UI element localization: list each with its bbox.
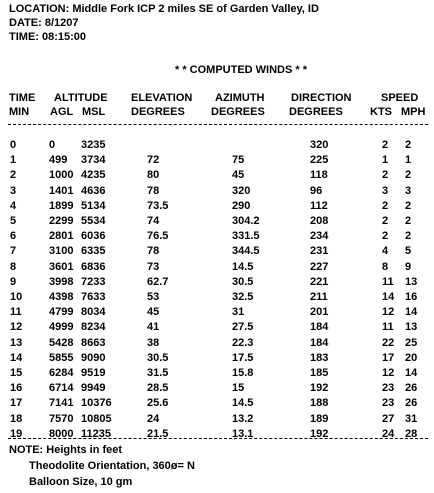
cell-msl: 6836	[81, 260, 106, 273]
cell-az: 331.5	[232, 230, 260, 243]
cell-kts: 12	[382, 306, 395, 319]
cell-agl: 5428	[49, 336, 74, 349]
cell-msl: 7633	[81, 291, 106, 303]
col-msl: MSL	[82, 106, 106, 118]
cell-az: 13.1	[232, 427, 254, 440]
cell-kts: 11	[382, 321, 394, 334]
cell-kts: 2	[382, 139, 389, 151]
cell-min: 3	[10, 184, 17, 197]
cell-msl: 7233	[81, 275, 106, 288]
cell-az: 304.2	[232, 215, 260, 227]
cell-mph: 5	[405, 245, 412, 258]
cell-dir: 183	[310, 351, 329, 364]
cell-min: 7	[10, 245, 17, 258]
cell-mph: 26	[405, 382, 418, 395]
cell-msl: 8034	[81, 306, 106, 319]
cell-dir: 118	[310, 169, 328, 182]
cell-elev: 74	[147, 215, 160, 227]
cell-msl: 9519	[81, 367, 106, 379]
cell-min: 15	[10, 367, 23, 379]
cell-agl: 1401	[49, 184, 74, 197]
cell-msl: 6036	[81, 230, 106, 243]
col-kts: KTS	[370, 106, 392, 118]
cell-min: 13	[10, 336, 23, 349]
cell-mph: 14	[405, 306, 418, 319]
cell-kts: 3	[382, 184, 389, 197]
cell-az: 31	[232, 306, 245, 319]
cell-agl: 0	[49, 139, 56, 151]
cell-kts: 14	[382, 291, 395, 303]
cell-elev: 72	[147, 154, 160, 167]
cell-msl: 5534	[81, 215, 106, 227]
cell-min: 9	[10, 275, 17, 288]
col-altitude-top: ALTITUDE	[54, 92, 108, 104]
cell-az: 32.5	[232, 291, 254, 303]
cell-kts: 27	[382, 412, 395, 425]
cell-dir: 201	[310, 306, 329, 319]
note-title: NOTE: Heights in feet	[9, 444, 123, 456]
cell-elev: 62.7	[147, 275, 169, 288]
time-text: TIME: 08:15:00	[9, 31, 87, 43]
cell-dir: 227	[310, 260, 329, 273]
cell-dir: 112	[310, 199, 328, 212]
cell-mph: 14	[405, 367, 418, 379]
cell-kts: 23	[382, 382, 395, 395]
cell-az: 22.3	[232, 336, 254, 349]
cell-agl: 2299	[49, 215, 74, 227]
note-orientation: Theodolite Orientation, 360ø= N	[29, 460, 195, 472]
cell-agl: 7570	[49, 412, 74, 425]
cell-dir: 188	[310, 397, 329, 410]
cell-min: 14	[10, 351, 23, 364]
cell-elev: 21.5	[147, 427, 169, 440]
col-speed-top: SPEED	[381, 92, 419, 104]
cell-dir: 184	[310, 336, 329, 349]
note-balloon: Balloon Size, 10 gm	[29, 476, 133, 488]
cell-agl: 1000	[49, 169, 74, 182]
cell-agl: 2801	[49, 230, 74, 243]
cell-msl: 4235	[81, 169, 106, 182]
cell-agl: 4799	[49, 306, 74, 319]
cell-dir: 184	[310, 321, 329, 334]
cell-elev: 28.5	[147, 382, 169, 395]
cell-kts: 23	[382, 397, 395, 410]
cell-min: 5	[10, 215, 17, 227]
cell-msl: 9090	[81, 351, 106, 364]
cell-msl: 8234	[81, 321, 106, 334]
cell-az: 45	[232, 169, 245, 182]
cell-mph: 2	[405, 139, 412, 151]
cell-dir: 192	[310, 382, 329, 395]
cell-mph: 13	[405, 275, 418, 288]
cell-kts: 2	[382, 230, 389, 243]
cell-min: 11	[10, 306, 22, 319]
cell-mph: 2	[405, 230, 412, 243]
cell-dir: 189	[310, 412, 329, 425]
cell-dir: 192	[310, 427, 329, 440]
cell-elev: 73.5	[147, 199, 169, 212]
cell-elev: 30.5	[147, 351, 169, 364]
cell-kts: 1	[382, 154, 389, 167]
cell-agl: 5855	[49, 351, 74, 364]
cell-min: 1	[10, 154, 17, 167]
cell-mph: 13	[405, 321, 418, 334]
cell-min: 0	[10, 139, 17, 151]
cell-kts: 22	[382, 336, 395, 349]
cell-min: 8	[10, 260, 17, 273]
col-time-top: TIME	[9, 92, 36, 104]
cell-mph: 28	[405, 427, 418, 440]
cell-min: 19	[10, 427, 23, 440]
cell-agl: 6714	[49, 382, 74, 395]
cell-elev: 25.6	[147, 397, 169, 410]
cell-mph: 25	[405, 336, 418, 349]
cell-dir: 208	[310, 215, 329, 227]
cell-dir: 221	[310, 275, 329, 288]
cell-dir: 96	[310, 184, 323, 197]
cell-elev: 24	[147, 412, 160, 425]
cell-msl: 3734	[81, 154, 106, 167]
cell-mph: 3	[405, 184, 412, 197]
cell-elev: 53	[147, 291, 160, 303]
location-text: LOCATION: Middle Fork ICP 2 miles SE of Garden Valley, ID	[9, 3, 319, 15]
cell-mph: 26	[405, 397, 418, 410]
cell-dir: 211	[310, 291, 328, 303]
cell-az: 344.5	[232, 245, 260, 258]
cell-elev: 45	[147, 306, 160, 319]
cell-az: 17.5	[232, 351, 254, 364]
cell-kts: 17	[382, 351, 395, 364]
cell-mph: 1	[405, 154, 412, 167]
cell-az: 15	[232, 382, 245, 395]
cell-msl: 11235	[81, 427, 111, 440]
cell-elev: 31.5	[147, 367, 169, 379]
cell-mph: 9	[405, 260, 412, 273]
cell-dir: 320	[310, 139, 329, 151]
cell-min: 4	[10, 199, 17, 212]
cell-kts: 2	[382, 169, 389, 182]
cell-msl: 10805	[81, 412, 112, 425]
cell-msl: 4636	[81, 184, 106, 197]
cell-agl: 7141	[49, 397, 74, 410]
col-elevation-top: ELEVATION	[131, 92, 193, 104]
cell-agl: 6284	[49, 367, 74, 379]
cell-kts: 4	[382, 245, 389, 258]
cell-kts: 12	[382, 367, 395, 379]
col-agl: AGL	[50, 106, 74, 118]
cell-mph: 2	[405, 199, 412, 212]
cell-az: 14.5	[232, 397, 254, 410]
cell-min: 17	[10, 397, 23, 410]
cell-agl: 3998	[49, 275, 74, 288]
cell-dir: 185	[310, 367, 329, 379]
cell-kts: 2	[382, 215, 389, 227]
date-text: DATE: 8/1207	[9, 17, 79, 29]
cell-kts: 2	[382, 199, 389, 212]
header-divider	[8, 124, 428, 125]
cell-elev: 38	[147, 336, 160, 349]
cell-elev: 76.5	[147, 230, 169, 243]
cell-elev: 41	[147, 321, 160, 334]
cell-agl: 4999	[49, 321, 74, 334]
col-elevation-bottom: DEGREES	[131, 106, 185, 118]
cell-min: 2	[10, 169, 17, 182]
cell-dir: 234	[310, 230, 329, 243]
cell-mph: 2	[405, 215, 412, 227]
cell-msl: 10376	[81, 397, 112, 410]
cell-mph: 16	[405, 291, 418, 303]
cell-agl: 8000	[49, 427, 74, 440]
col-time-bottom: MIN	[9, 106, 30, 118]
cell-az: 320	[232, 184, 251, 197]
cell-az: 15.8	[232, 367, 254, 379]
cell-agl: 4398	[49, 291, 74, 303]
cell-min: 12	[10, 321, 23, 334]
cell-agl: 3601	[49, 260, 74, 273]
col-mph: MPH	[401, 106, 426, 118]
cell-msl: 8663	[81, 336, 106, 349]
cell-kts: 8	[382, 260, 389, 273]
cell-mph: 31	[405, 412, 418, 425]
cell-az: 75	[232, 154, 245, 167]
cell-msl: 9949	[81, 382, 106, 395]
cell-msl: 3235	[81, 139, 106, 151]
cell-min: 10	[10, 291, 23, 303]
cell-kts: 11	[382, 275, 394, 288]
cell-az: 14.5	[232, 260, 254, 273]
cell-agl: 499	[49, 154, 68, 167]
col-azimuth-top: AZIMUTH	[215, 92, 265, 104]
cell-az: 27.5	[232, 321, 254, 334]
cell-agl: 1899	[49, 199, 74, 212]
col-direction-bottom: DEGREES	[289, 106, 343, 118]
cell-mph: 2	[405, 169, 412, 182]
cell-msl: 6335	[81, 245, 106, 258]
footer-divider	[8, 438, 428, 439]
col-direction-top: DIRECTION	[291, 92, 352, 104]
cell-msl: 5134	[81, 199, 106, 212]
cell-elev: 73	[147, 260, 160, 273]
cell-az: 30.5	[232, 275, 254, 288]
cell-elev: 80	[147, 169, 160, 182]
cell-min: 18	[10, 412, 23, 425]
section-title: * * COMPUTED WINDS * *	[175, 64, 308, 76]
cell-agl: 3100	[49, 245, 74, 258]
cell-dir: 225	[310, 154, 329, 167]
cell-az: 13.2	[232, 412, 254, 425]
cell-min: 16	[10, 382, 23, 395]
cell-elev: 78	[147, 245, 160, 258]
cell-kts: 24	[382, 427, 395, 440]
cell-dir: 231	[310, 245, 329, 258]
cell-mph: 20	[405, 351, 418, 364]
cell-az: 290	[232, 199, 251, 212]
cell-elev: 78	[147, 184, 160, 197]
cell-min: 6	[10, 230, 17, 243]
col-azimuth-bottom: DEGREES	[211, 106, 265, 118]
